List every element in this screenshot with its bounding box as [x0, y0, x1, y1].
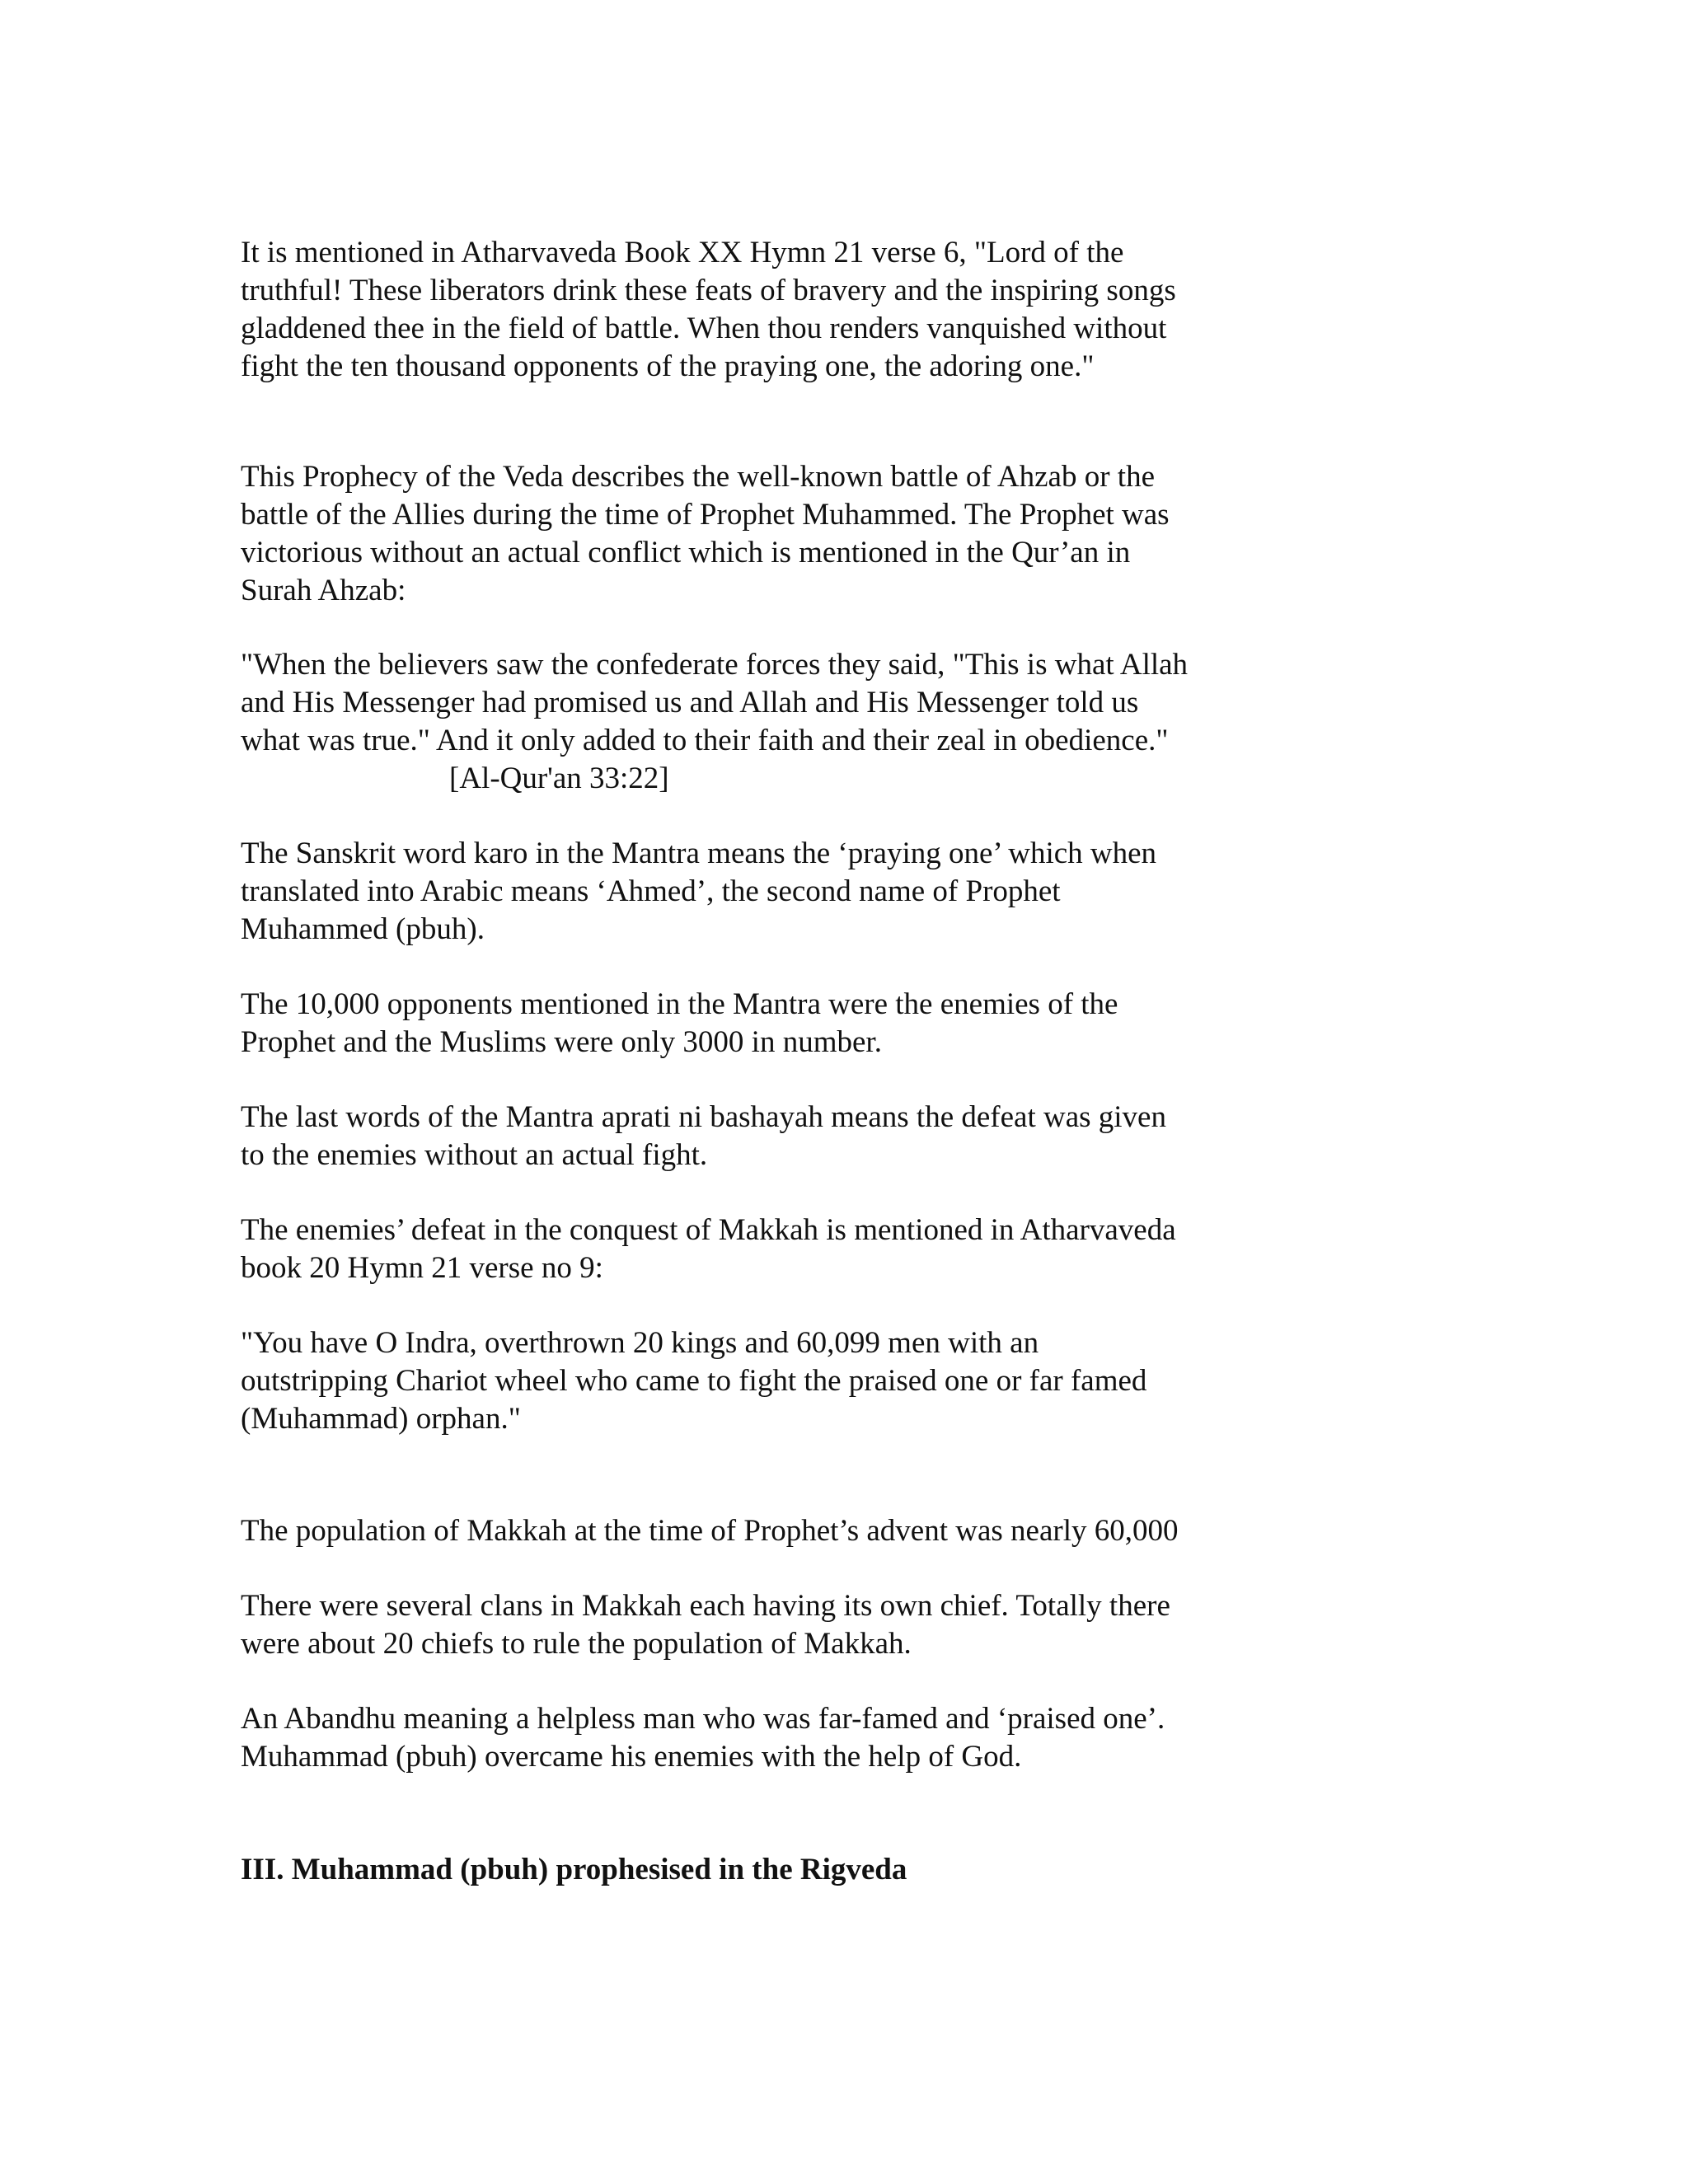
paragraph-abandhu: An Abandhu meaning a helpless man who was far-famed and ‘praised one’. Muhammad (pbuh) overcame his enemies with the help of God.	[241, 1702, 1165, 1774]
quote-quran-believers: "When the believers saw the confederate forces they said, "This is what Allah and His Messenger had promised us and Allah and His Messenger told us what was true." And it only added to their faith and their zeal in obedience."	[241, 648, 1189, 757]
paragraph-conquest-of-makkah: The enemies’ defeat in the conquest of Makkah is mentioned in Atharvaveda book 20 Hymn 21 verse no 9:	[241, 1213, 1176, 1285]
quote-indra-overthrown: "You have O Indra, overthrown 20 kings and 60,099 men with an outstripping Chariot wheel who came to fight the praised one or far famed (Muhammad) orphan."	[241, 1326, 1147, 1436]
paragraph-battle-of-ahzab: This Prophecy of the Veda describes the well-known battle of Ahzab or the battle of the Allies during the time of Prophet Muhammed. The Prophet was victorious without an actual conflict which is mentioned in the Qur’an in Surah Ahzab:	[241, 460, 1170, 607]
paragraph-sanskrit-karo: The Sanskrit word karo in the Mantra means the ‘praying one’ which when translated into Arabic means ‘Ahmed’, the second name of Prophet Muhammed (pbuh).	[241, 837, 1157, 946]
paragraph-aprati-ni-bashayah: The last words of the Mantra aprati ni bashayah means the defeat was given to the enemies without an actual fight.	[241, 1100, 1166, 1172]
paragraph-clans-of-makkah: There were several clans in Makkah each having its own chief. Totally there were about 20 chiefs to rule the population of Makkah.	[241, 1589, 1170, 1661]
paragraph-10000-opponents: The 10,000 opponents mentioned in the Mantra were the enemies of the Prophet and the Muslims were only 3000 in number.	[241, 987, 1118, 1059]
section-heading: III. Muhammad (pbuh) prophesised in the Rigveda	[241, 1853, 907, 1886]
citation-quran-33-22: [Al-Qur'an 33:22]	[449, 762, 669, 795]
paragraph-atharvaveda-xx-21-6: It is mentioned in Atharvaveda Book XX Hymn 21 verse 6, "Lord of the truthful! These liberators drink these feats of bravery and the inspiring songs gladdened thee in the field of battle. When thou renders vanquished without fight the ten thousand opponents of the praying one, the adoring one."	[241, 236, 1176, 383]
paragraph-population-of-makkah: The population of Makkah at the time of Prophet’s advent was nearly 60,000	[241, 1514, 1179, 1548]
